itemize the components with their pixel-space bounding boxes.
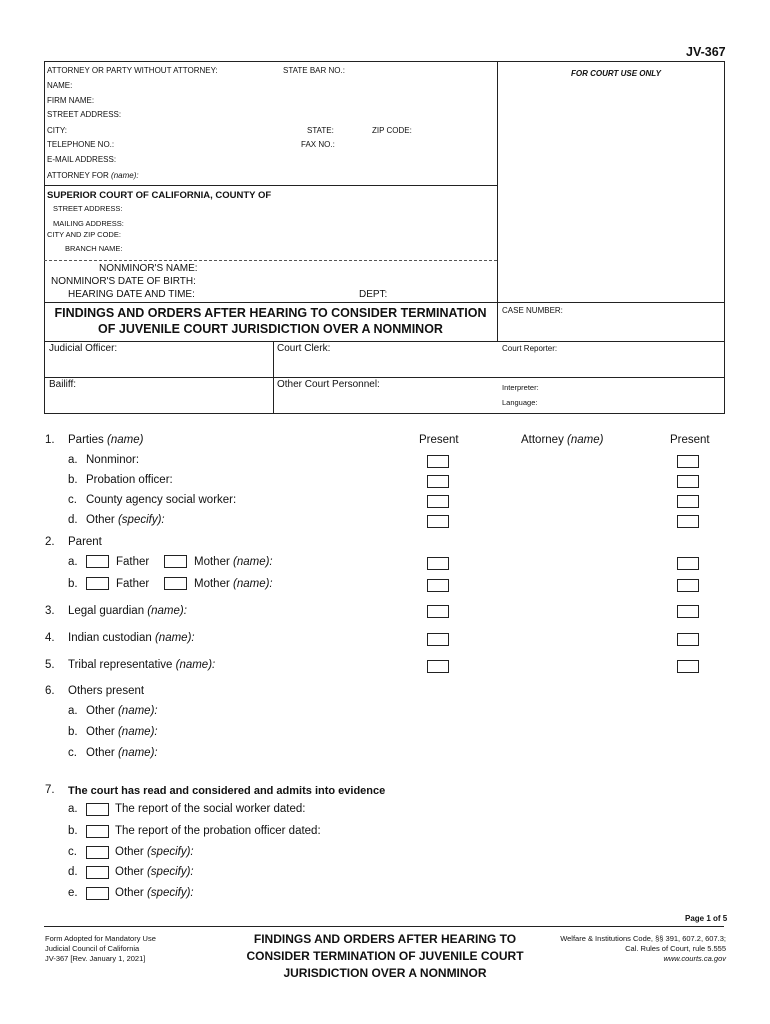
item1b-letter: b. xyxy=(68,474,78,486)
firm-name-label: FIRM NAME: xyxy=(47,96,95,105)
footer-right xyxy=(540,934,726,964)
form-revision-text: JV-367 [Rev. January 1, 2021] xyxy=(45,954,146,963)
parent-a-mother-label xyxy=(194,556,273,568)
attorney-column-hint: (name) xyxy=(567,434,604,446)
form-title-line2: OF JUVENILE COURT JURISDICTION OVER A NONMINOR xyxy=(98,322,443,336)
parent-b-mother-hint: (name): xyxy=(233,578,273,590)
nonminor-present-checkbox[interactable] xyxy=(427,455,449,468)
evidence-c-hint: (specify): xyxy=(146,846,194,858)
court-reporter-label: Court Reporter: xyxy=(502,344,558,353)
courts-website-link[interactable]: www.courts.ca.gov xyxy=(663,954,726,963)
item1-text: Parties xyxy=(68,434,104,446)
item4-number: 4. xyxy=(45,632,55,644)
item2-number: 2. xyxy=(45,536,55,548)
court-city-zip-label: CITY AND ZIP CODE: xyxy=(47,230,121,239)
social-worker-present-checkbox[interactable] xyxy=(427,495,449,508)
evidence-d-letter: d. xyxy=(68,866,78,878)
parent-b-father-checkbox[interactable] xyxy=(86,577,109,590)
form-title xyxy=(44,305,497,337)
item6-number: 6. xyxy=(45,685,55,697)
others-b-label xyxy=(86,726,158,738)
other-personnel-label: Other Court Personnel: xyxy=(277,379,380,390)
nonminor-label: Nonminor: xyxy=(86,454,140,466)
tribal-rep-attorney-present-checkbox[interactable] xyxy=(677,660,699,673)
fax-label: FAX NO.: xyxy=(301,140,335,149)
nonminor-name-label: NONMINOR'S NAME: xyxy=(99,263,198,274)
others-c-label xyxy=(86,747,158,759)
rules-citation: Cal. Rules of Court, rule 5.555 xyxy=(625,944,726,953)
attorney-for-label xyxy=(47,171,139,180)
parent-a-present-checkbox[interactable] xyxy=(427,557,449,570)
street-address-label: STREET ADDRESS: xyxy=(47,110,122,119)
state-bar-label: STATE BAR NO.: xyxy=(283,66,345,75)
indian-custodian-text: Indian custodian xyxy=(68,632,152,644)
probation-officer-label: Probation officer: xyxy=(86,474,173,486)
parent-a-mother-text: Mother xyxy=(194,556,230,568)
evidence-a-letter: a. xyxy=(68,803,78,815)
court-clerk-label: Court Clerk: xyxy=(277,343,331,354)
tribal-rep-present-checkbox[interactable] xyxy=(427,660,449,673)
footer-left xyxy=(45,934,156,964)
others-b-text: Other xyxy=(86,726,115,738)
legal-guardian-attorney-present-checkbox[interactable] xyxy=(677,605,699,618)
judicial-council-text: Judicial Council of California xyxy=(45,944,140,953)
evidence-c-label xyxy=(115,846,194,858)
evidence-e-hint: (specify): xyxy=(146,887,194,899)
evidence-b-label: The report of the probation officer dated: xyxy=(115,825,321,837)
item3-number: 3. xyxy=(45,605,55,617)
others-b-letter: b. xyxy=(68,726,78,738)
evidence-d-hint: (specify): xyxy=(146,866,194,878)
parent-b-attorney-present-checkbox[interactable] xyxy=(677,579,699,592)
court-mailing-label: MAILING ADDRESS: xyxy=(53,219,124,228)
nonminor-attorney-present-checkbox[interactable] xyxy=(677,455,699,468)
legal-guardian-label xyxy=(68,605,187,617)
others-present-label: Others present xyxy=(68,685,145,697)
other-party-hint: (specify): xyxy=(117,514,165,526)
language-label: Language: xyxy=(502,398,538,407)
court-street-label: STREET ADDRESS: xyxy=(53,204,123,213)
court-name-label: SUPERIOR COURT OF CALIFORNIA, COUNTY OF xyxy=(47,190,272,201)
parent-a-attorney-present-checkbox[interactable] xyxy=(677,557,699,570)
indian-custodian-attorney-present-checkbox[interactable] xyxy=(677,633,699,646)
case-number-label: CASE NUMBER: xyxy=(502,306,563,315)
footer-title-line3: JURISDICTION OVER A NONMINOR xyxy=(283,966,487,980)
parent-b-mother-text: Mother xyxy=(194,578,230,590)
evidence-d-text: Other xyxy=(115,866,144,878)
form-id: JV-367 xyxy=(686,45,726,59)
parent-a-mother-hint: (name): xyxy=(233,556,273,568)
attorney-label: ATTORNEY OR PARTY WITHOUT ATTORNEY: xyxy=(47,66,218,75)
item1d-letter: d. xyxy=(68,514,78,526)
item2-label: Parent xyxy=(68,536,102,548)
court-use-label: FOR COURT USE ONLY xyxy=(571,69,661,78)
evidence-a-label: The report of the social worker dated: xyxy=(115,803,306,815)
evidence-c-text: Other xyxy=(115,846,144,858)
others-c-text: Other xyxy=(86,747,115,759)
judicial-officer-label: Judicial Officer: xyxy=(49,343,118,354)
evidence-d-checkbox[interactable] xyxy=(86,866,109,879)
parent-a-father-label: Father xyxy=(116,556,150,568)
item5-number: 5. xyxy=(45,659,55,671)
others-a-label xyxy=(86,705,158,717)
item1-number: 1. xyxy=(45,434,55,446)
attorney-column-text: Attorney xyxy=(521,434,564,446)
city-label: CITY: xyxy=(47,126,68,135)
social-worker-label: County agency social worker: xyxy=(86,494,237,506)
court-branch-label: BRANCH NAME: xyxy=(65,244,123,253)
zip-label: ZIP CODE: xyxy=(372,126,412,135)
social-worker-attorney-present-checkbox[interactable] xyxy=(677,495,699,508)
parent-b-mother-label xyxy=(194,578,273,590)
tribal-rep-text: Tribal representative xyxy=(68,659,173,671)
dept-label: DEPT: xyxy=(359,289,388,300)
present-column-header-2: Present xyxy=(670,434,710,446)
others-a-hint: (name): xyxy=(117,705,158,717)
other-party-present-checkbox[interactable] xyxy=(427,515,449,528)
other-party-text: Other xyxy=(86,514,115,526)
indian-custodian-label xyxy=(68,632,195,644)
telephone-label: TELEPHONE NO.: xyxy=(47,140,115,149)
item1a-letter: a. xyxy=(68,454,78,466)
legal-guardian-text: Legal guardian xyxy=(68,605,145,617)
state-label: STATE: xyxy=(307,126,334,135)
evidence-a-checkbox[interactable] xyxy=(86,803,109,816)
footer-title xyxy=(220,931,550,982)
interpreter-label: Interpreter: xyxy=(502,383,539,392)
item1-label xyxy=(68,434,143,446)
item1-hint: (name) xyxy=(107,434,144,446)
others-c-letter: c. xyxy=(68,747,77,759)
evidence-c-letter: c. xyxy=(68,846,77,858)
item1c-letter: c. xyxy=(68,494,77,506)
parent-b-father-label: Father xyxy=(116,578,150,590)
attorney-column-header xyxy=(521,434,603,446)
evidence-b-letter: b. xyxy=(68,825,78,837)
item7-number: 7. xyxy=(45,784,55,796)
footer-title-line2: CONSIDER TERMINATION OF JUVENILE COURT xyxy=(246,949,524,963)
footer-title-line1: FINDINGS AND ORDERS AFTER HEARING TO xyxy=(253,932,517,946)
present-column-header: Present xyxy=(419,434,459,446)
parent-b-present-checkbox[interactable] xyxy=(427,579,449,592)
legal-guardian-present-checkbox[interactable] xyxy=(427,605,449,618)
other-party-label xyxy=(86,514,165,526)
attorney-for-text: ATTORNEY FOR xyxy=(47,171,109,180)
form-title-line1: FINDINGS AND ORDERS AFTER HEARING TO CONSIDER TERMINATION xyxy=(54,306,487,320)
probation-present-checkbox[interactable] xyxy=(427,475,449,488)
parent-a-letter: a. xyxy=(68,556,78,568)
evidence-e-label xyxy=(115,887,194,899)
item7-label: The court has read and considered and admits into evidence xyxy=(68,785,386,797)
indian-custodian-present-checkbox[interactable] xyxy=(427,633,449,646)
evidence-e-letter: e. xyxy=(68,887,78,899)
others-a-text: Other xyxy=(86,705,115,717)
footer-divider xyxy=(44,926,724,927)
parent-a-mother-checkbox[interactable] xyxy=(164,555,187,568)
others-a-letter: a. xyxy=(68,705,78,717)
evidence-d-label xyxy=(115,866,194,878)
email-label: E-MAIL ADDRESS: xyxy=(47,155,117,164)
bailiff-label: Bailiff: xyxy=(49,379,77,390)
page-number: Page 1 of 5 xyxy=(685,914,728,923)
parent-a-father-checkbox[interactable] xyxy=(86,555,109,568)
form-adopted-text: Form Adopted for Mandatory Use xyxy=(45,934,156,943)
others-c-hint: (name): xyxy=(117,747,158,759)
evidence-c-checkbox[interactable] xyxy=(86,846,109,859)
probation-attorney-present-checkbox[interactable] xyxy=(677,475,699,488)
legal-guardian-hint: (name): xyxy=(147,605,187,617)
parent-b-letter: b. xyxy=(68,578,78,590)
name-label: NAME: xyxy=(47,81,73,90)
evidence-b-checkbox[interactable] xyxy=(86,825,109,838)
others-b-hint: (name): xyxy=(117,726,158,738)
statute-citation: Welfare & Institutions Code, §§ 391, 607.2, 607.3; xyxy=(560,934,726,943)
evidence-e-checkbox[interactable] xyxy=(86,887,109,900)
parent-b-mother-checkbox[interactable] xyxy=(164,577,187,590)
hearing-date-label: HEARING DATE AND TIME: xyxy=(68,289,195,300)
tribal-rep-hint: (name): xyxy=(175,659,216,671)
nonminor-dob-label: NONMINOR'S DATE OF BIRTH: xyxy=(51,276,196,287)
indian-custodian-hint: (name): xyxy=(154,632,195,644)
attorney-for-hint: (name): xyxy=(111,171,139,180)
evidence-e-text: Other xyxy=(115,887,144,899)
other-party-attorney-present-checkbox[interactable] xyxy=(677,515,699,528)
tribal-rep-label xyxy=(68,659,215,671)
